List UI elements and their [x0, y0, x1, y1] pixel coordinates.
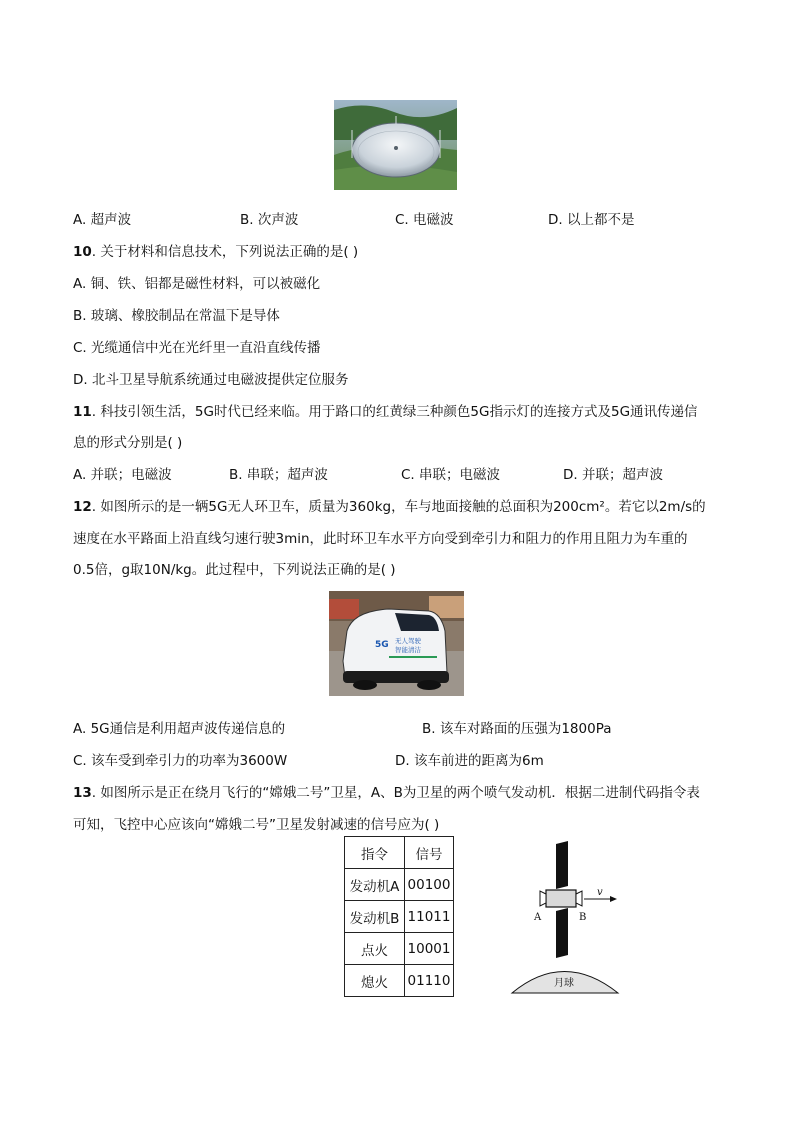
table-cell: 00100: [405, 869, 454, 901]
table-row: [345, 901, 454, 933]
q12-stem-text-1: . 如图所示的是一辆5G无人环卫车，质量为360kg，车与地面接触的总面积为200cm²。若它以2m/s的: [91, 499, 706, 515]
table-cell: 点火: [345, 933, 405, 965]
q12-stem-line3: 0.5倍，g取10N/kg。此过程中，下列说法正确的是( ): [73, 562, 396, 578]
q13-number: 13: [73, 785, 92, 801]
q10-option-a: A. 铜、铁、铝都是磁性材料，可以被磁化: [73, 276, 321, 292]
q12-number: 12: [73, 499, 92, 515]
q9-option-c: C. 电磁波: [395, 212, 454, 228]
engine-a-label: A: [534, 912, 542, 923]
q13-stem-line1: [73, 781, 700, 801]
q11-stem-line1: [73, 400, 698, 420]
q10-stem-text: . 关于材料和信息技术，下列说法正确的是( ): [91, 244, 359, 260]
vehicle-5g-badge: 5G: [375, 640, 389, 650]
table-cell: 01110: [405, 965, 454, 997]
table-cell: 发动机B: [345, 901, 405, 933]
q10-option-b: B. 玻璃、橡胶制品在常温下是导体: [73, 308, 280, 324]
q9-option-b: B. 次声波: [240, 212, 299, 228]
q10-number: 10: [73, 244, 92, 260]
q11-option-d: D. 并联；超声波: [563, 467, 663, 483]
q12-stem-line1: [73, 495, 706, 515]
table-cell: 熄火: [345, 965, 405, 997]
table-row: [345, 965, 454, 997]
engine-b-nozzle: [576, 891, 582, 906]
q12-option-a: A. 5G通信是利用超声波传递信息的: [73, 721, 286, 737]
sanitation-vehicle-photo: [329, 591, 464, 696]
q12-option-b: B. 该车对路面的压强为1800Pa: [422, 721, 612, 737]
q11-number: 11: [73, 404, 92, 420]
q9-option-a: A. 超声波: [73, 212, 132, 228]
q11-option-b: B. 串联；超声波: [229, 467, 328, 483]
q10-stem: [73, 240, 358, 260]
table-header-cell: 指令: [345, 837, 405, 869]
table-header-cell: 信号: [405, 837, 454, 869]
telescope-photo: [334, 100, 457, 190]
q12-option-d: D. 该车前进的距离为6m: [395, 753, 544, 769]
q11-stem-text: . 科技引领生活，5G时代已经来临。用于路口的红黄绿三种颜色5G指示灯的连接方式及5G通讯传递信: [91, 404, 698, 420]
q12-option-c: C. 该车受到牵引力的功率为3600W: [73, 753, 288, 769]
engine-a-nozzle: [540, 891, 546, 906]
table-header-row: [345, 837, 454, 869]
q10-option-c: C. 光缆通信中光在光纤里一直沿直线传播: [73, 340, 321, 356]
vehicle-text-2: 智能清洁: [395, 646, 421, 654]
table-cell: 11011: [405, 901, 454, 933]
table-row: [345, 869, 454, 901]
table-row: [345, 933, 454, 965]
command-table: [344, 836, 454, 997]
q13-stem-text-1: . 如图所示是正在绕月飞行的“嫦娥二号”卫星，A、B为卫星的两个喷气发动机．根据二进制代码指令表: [91, 785, 700, 801]
q11-stem-line2: 息的形式分别是( ): [73, 435, 183, 451]
engine-b-label: B: [579, 912, 587, 923]
velocity-arrow-head: [610, 896, 617, 902]
moon-label: 月球: [554, 978, 574, 989]
q11-option-c: C. 串联；电磁波: [401, 467, 501, 483]
table-cell: 发动机A: [345, 869, 405, 901]
q11-option-a: A. 并联；电磁波: [73, 467, 172, 483]
table-cell: 10001: [405, 933, 454, 965]
q9-option-d: D. 以上都不是: [548, 212, 635, 228]
satellite-body: [546, 890, 576, 907]
satellite-diagram: [506, 838, 626, 998]
velocity-label: v: [597, 887, 603, 898]
q10-option-d: D. 北斗卫星导航系统通过电磁波提供定位服务: [73, 372, 349, 388]
solar-panel-top: [556, 841, 568, 889]
vehicle-text-1: 无人驾驶: [395, 637, 421, 645]
q13-stem-line2: 可知，飞控中心应该向“嫦娥二号”卫星发射减速的信号应为( ): [73, 817, 440, 833]
solar-panel-bottom: [556, 908, 568, 958]
q12-stem-line2: 速度在水平路面上沿直线匀速行驶3min，此时环卫车水平方向受到牵引力和阻力的作用且阻力为车重的: [73, 531, 688, 547]
